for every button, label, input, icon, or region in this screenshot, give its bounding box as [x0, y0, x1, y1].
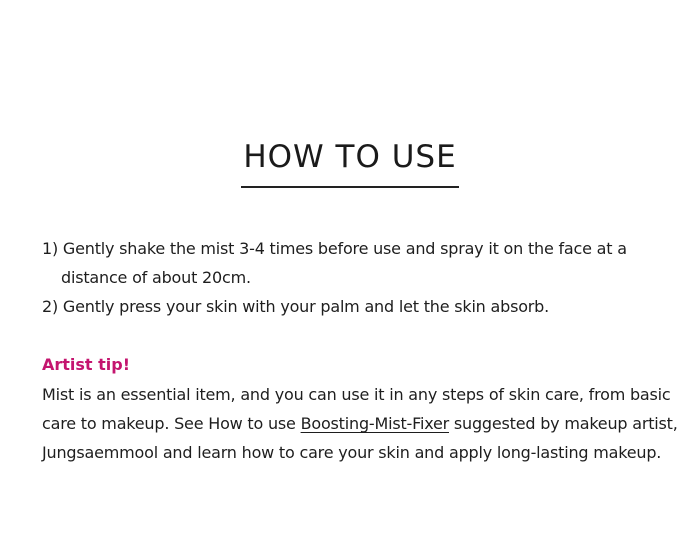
instruction-step-2: 2) Gently press your skin with your palm and let the skin absorb. — [42, 297, 550, 316]
page-title: HOW TO USE — [241, 137, 458, 188]
artist-tip-text — [42, 380, 687, 467]
boosting-mist-fixer-link[interactable]: Boosting-Mist-Fixer — [300, 414, 449, 433]
instructions-list — [42, 234, 682, 321]
heading-container — [0, 116, 700, 209]
tip-text-after: suggested by makeup artist, Jungsaemmool and learn how to care your skin and apply long-lasting makeup. — [42, 414, 678, 462]
instruction-step-1: 1) Gently shake the mist 3-4 times before use and spray it on the face at a distance of about 20cm. — [42, 239, 627, 287]
artist-tip-title: Artist tip! — [42, 355, 131, 374]
tip-text-before: Mist is an essential item, and you can use it in any steps of skin care, from basic care to makeup. See How to use — [42, 385, 671, 433]
